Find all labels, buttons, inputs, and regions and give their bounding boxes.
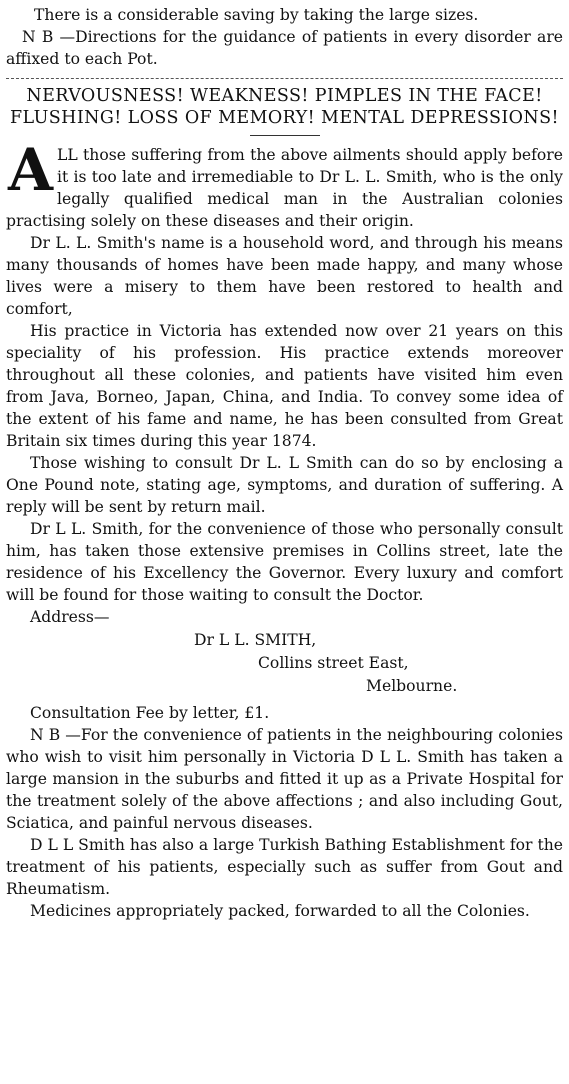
address-city: Melbourne. (366, 677, 458, 695)
intro-text: LL those suffering from the above ailments should apply before it is too late and irremediable to Dr L. L. Smith, who is the only legally qualified medical man in the Australian colonies practising solely on these diseases and their origin. (6, 146, 563, 230)
consultation-fee: Consultation Fee by letter, £1. (30, 704, 270, 722)
headline-rule (250, 135, 320, 136)
address-street: Collins street East, (258, 654, 409, 672)
section-divider (6, 78, 563, 79)
advert-headline: NERVOUSNESS! WEAKNESS! PIMPLES IN THE FACE! FLUSHING! LOSS OF MEMORY! MENTAL DEPRESSIONS! (10, 86, 559, 128)
consult-paragraph: Those wishing to consult Dr L. L Smith can do so by enclosing a One Pound note, stating age, symptoms, and duration of suffering. A reply will be sent by return mail. (6, 454, 563, 516)
drop-cap: A (8, 144, 54, 204)
directions-note: N B —Directions for the guidance of patients in every disorder are affixed to each Pot. (6, 28, 563, 68)
address-name: Dr L L. SMITH, (194, 631, 317, 649)
premises-paragraph: Dr L L. Smith, for the convenience of those who personally consult him, has taken those extensive premises in Collins street, late the residence of his Excellency the Governor. Every luxury and comfort will be found for those waiting to consult the Doctor. (6, 520, 563, 604)
household-paragraph: Dr L. L. Smith's name is a household word, and through his means many thousands of homes have been made happy, and many whose lives were a misery to them have been restored to health and comfort, (6, 234, 563, 318)
hospital-paragraph: N B —For the convenience of patients in the neighbouring colonies who wish to visit him personally in Victoria D L L. Smith has taken a large mansion in the suburbs and fitted it up as a Private Hospital for the treatment solely of the above affections ; and also including Gout, Sciatica, and painful nervous diseases. (6, 726, 563, 832)
address-label: Address— (30, 608, 110, 626)
medicines-paragraph: Medicines appropriately packed, forwarded to all the Colonies. (30, 902, 530, 920)
bathing-paragraph: D L L Smith has also a large Turkish Bathing Establishment for the treatment of his patients, especially such as suffer from Gout and Rheumatism. (6, 836, 563, 898)
practice-paragraph: His practice in Victoria has extended now over 21 years on this speciality of his profession. His practice extends moreover throughout all these colonies, and patients have visited him even from Java, Borneo, Japan, China, and India. To convey some idea of the extent of his fame and name, he has been consulted from Great Britain six times during this year 1874. (6, 322, 563, 450)
intro-paragraph (6, 144, 563, 232)
saving-note: There is a considerable saving by taking the large sizes. (34, 6, 479, 24)
